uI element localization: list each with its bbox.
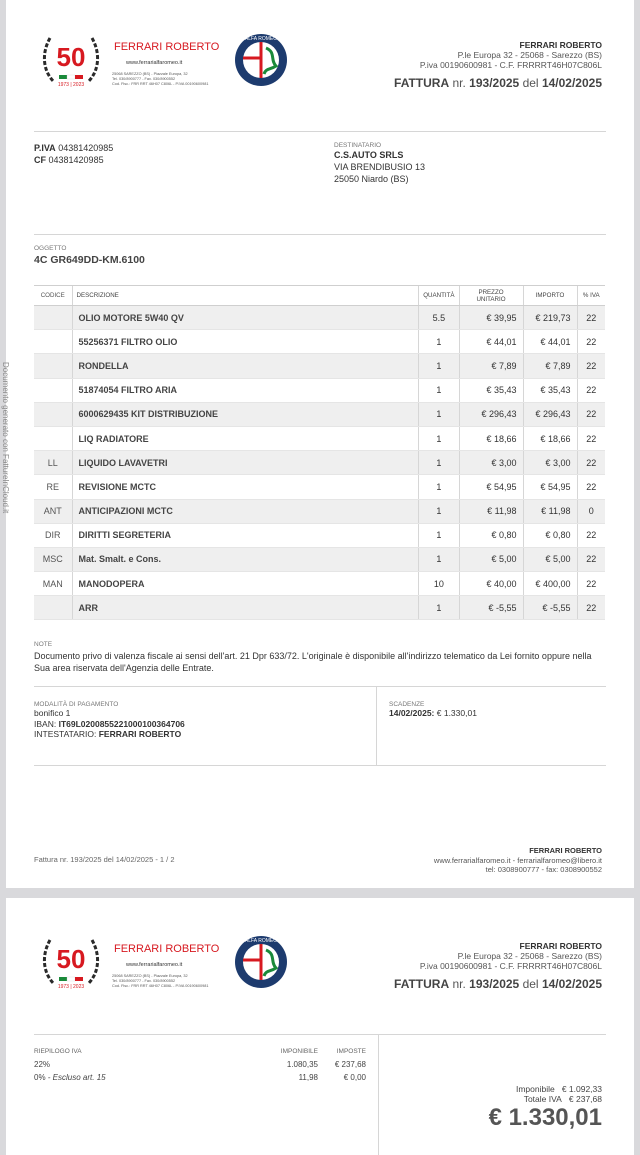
recipient-name: C.S.AUTO SRLS <box>334 150 404 160</box>
due-label: SCADENZE <box>389 701 425 708</box>
dealer-name: FERRARI ROBERTO <box>114 943 220 955</box>
table-row: 55256371 FILTRO OLIO 1 € 44,01 € 44,01 22 <box>34 330 605 354</box>
dealer-small-2: Tel. 030/8900777 - Fax. 030/8900552 <box>112 77 176 81</box>
company-tax: P.iva 00190600981 - C.F. FRRRRT46H07C806L <box>419 60 602 70</box>
table-row: 51874054 FILTRO ARIA 1 € 35,43 € 35,43 22 <box>34 378 605 402</box>
invoice-page-2 <box>6 898 634 1155</box>
recipient-block <box>334 142 425 185</box>
due-line: 14/02/2025: € 1.330,01 <box>389 708 477 718</box>
footer-page-ref: Fattura nr. 193/2025 del 14/02/2025 - 1 / 2 <box>34 855 175 864</box>
table-row: ARR 1 € -5,55 € -5,55 22 <box>34 596 605 620</box>
dealer-web: www.ferrarialfaromeo.it <box>126 962 183 968</box>
vat-row: 0% - Escluso art. 15 11,98 € 0,00 <box>34 1073 366 1082</box>
totals-block <box>489 1084 602 1132</box>
dealer-small-2: Tel. 030/8900777 - Fax. 030/8900552 <box>112 979 176 983</box>
table-row: MSC Mat. Smalt. e Cons. 1 € 5,00 € 5,00 22 <box>34 547 605 571</box>
company-name: FERRARI ROBERTO <box>519 941 602 951</box>
invoice-title: FATTURA nr. 193/2025 del 14/02/2025 <box>394 76 602 90</box>
divider <box>378 1035 379 1155</box>
col-codice: CODICE <box>34 286 72 306</box>
recipient-city: 25050 Niardo (BS) <box>334 174 409 184</box>
customer-ids: P.IVA 04381420985 CF 04381420985 <box>34 143 114 165</box>
due-block <box>389 701 477 718</box>
divider <box>34 234 606 235</box>
note-text: Documento privo di valenza fiscale ai sensi dell'art. 21 Dpr 633/72. L'originale è disponibile all'indirizzo telematico da Lei fornito oppure nella Sua area riservata dell'Agenzia delle Entrate. <box>34 651 592 673</box>
divider <box>34 765 606 766</box>
recipient-label: DESTINATARIO <box>334 142 382 149</box>
subject-label: OGGETTO <box>34 245 67 252</box>
payment-method: bonifico 1 <box>34 708 71 718</box>
dealer-name: FERRARI ROBERTO <box>114 41 220 53</box>
logo-years: 1973 | 2023 <box>57 82 85 88</box>
items-header-row <box>34 286 605 306</box>
invoice-title: FATTURA nr. 193/2025 del 14/02/2025 <box>394 977 602 991</box>
divider <box>34 686 606 687</box>
table-row: ANT ANTICIPAZIONI MCTC 1 € 11,98 € 11,98 0 <box>34 499 605 523</box>
total-iva: Totale IVA € 237,68 <box>523 1094 602 1104</box>
dealer-small-3: Cod. Fisc.: FRR RRT 46H07 C806L - P.IVA 00190600981 <box>112 82 209 86</box>
logo-fifty: 50 <box>56 944 86 974</box>
table-row: RONDELLA 1 € 7,89 € 7,89 22 <box>34 354 605 378</box>
header-logo-block <box>40 930 290 996</box>
dealer-logo <box>40 930 290 996</box>
alfa-romeo-text: ALFA ROMEO <box>244 938 278 944</box>
table-row: DIR DIRITTI SEGRETERIA 1 € 0,80 € 0,80 22 <box>34 523 605 547</box>
payment-holder: INTESTATARIO: FERRARI ROBERTO <box>34 729 182 739</box>
vat-summary-label: RIEPILOGO IVA <box>34 1048 82 1055</box>
note-block <box>34 641 594 674</box>
company-info <box>394 941 602 989</box>
header-logo-block <box>40 28 290 94</box>
invoice-page-1 <box>1 0 634 888</box>
alfa-romeo-logo-icon <box>235 936 287 988</box>
recipient-street: VIA BRENDIBUSIO 13 <box>334 162 426 172</box>
logo-fifty: 50 <box>56 42 86 72</box>
footer-contacts: FERRARI ROBERTO www.ferrarialfaromeo.it - ferrarialfaromeo@libero.it tel: 0308900777 - fax: 0308900552 <box>433 846 602 874</box>
divider <box>34 131 606 132</box>
dealer-web: www.ferrarialfaromeo.it <box>126 60 183 66</box>
total-imponibile: Imponibile € 1.092,33 <box>515 1084 602 1094</box>
subject-block <box>34 245 145 266</box>
alfa-romeo-logo-icon <box>235 34 287 86</box>
generator-note: Documento generato con FattureInCloud.it <box>1 362 10 514</box>
table-row: RE REVISIONE MCTC 1 € 54,95 € 54,95 22 <box>34 475 605 499</box>
table-row: LL LIQUIDO LAVAVETRI 1 € 3,00 € 3,00 22 <box>34 451 605 475</box>
col-descrizione: DESCRIZIONE <box>72 286 419 306</box>
grand-total: € 1.330,01 <box>488 1104 602 1131</box>
divider <box>376 687 377 766</box>
company-tax: P.iva 00190600981 - C.F. FRRRRT46H07C806L <box>419 961 602 971</box>
table-row: 6000629435 KIT DISTRIBUZIONE 1 € 296,43 € 296,43 22 <box>34 402 605 426</box>
vat-col-imposte: IMPOSTE <box>336 1048 366 1055</box>
payment-iban: IBAN: IT69L0200855221000100364706 <box>34 718 185 729</box>
items-table <box>34 285 605 620</box>
alfa-romeo-text: ALFA ROMEO <box>244 36 278 42</box>
col-quantita: QUANTITÀ <box>419 286 459 306</box>
payment-block <box>34 701 185 740</box>
company-name: FERRARI ROBERTO <box>519 40 602 50</box>
payment-label: MODALITÀ DI PAGAMENTO <box>34 701 119 708</box>
vat-summary <box>34 1048 366 1082</box>
dealer-logo <box>40 28 290 94</box>
company-info <box>394 40 602 88</box>
table-row: OLIO MOTORE 5W40 QV 5.5 € 39,95 € 219,73 22 <box>34 306 605 330</box>
dealer-small-1: 25068 SAREZZO (BS) - Piazzale Europa, 32 <box>112 974 188 978</box>
dealer-small-3: Cod. Fisc.: FRR RRT 46H07 C806L - P.IVA 00190600981 <box>112 984 209 988</box>
col-prezzo: PREZZO UNITARIO <box>459 286 523 306</box>
divider <box>34 1034 606 1035</box>
company-address: P.le Europa 32 - 25068 - Sarezzo (BS) <box>457 951 602 961</box>
note-label: NOTE <box>34 641 53 648</box>
table-row: LIQ RADIATORE 1 € 18,66 € 18,66 22 <box>34 426 605 450</box>
logo-years: 1973 | 2023 <box>57 984 85 990</box>
col-importo: IMPORTO <box>523 286 577 306</box>
company-address: P.le Europa 32 - 25068 - Sarezzo (BS) <box>457 50 602 60</box>
col-iva: % IVA <box>577 286 605 306</box>
vat-row: 22% 1.080,35 € 237,68 <box>34 1060 366 1069</box>
subject-value: 4C GR649DD-KM.6100 <box>34 254 145 266</box>
table-row: MAN MANODOPERA 10 € 40,00 € 400,00 22 <box>34 572 605 596</box>
vat-col-imponibile: IMPONIBILE <box>280 1048 318 1055</box>
dealer-small-1: 25068 SAREZZO (BS) - Piazzale Europa, 32 <box>112 72 188 76</box>
